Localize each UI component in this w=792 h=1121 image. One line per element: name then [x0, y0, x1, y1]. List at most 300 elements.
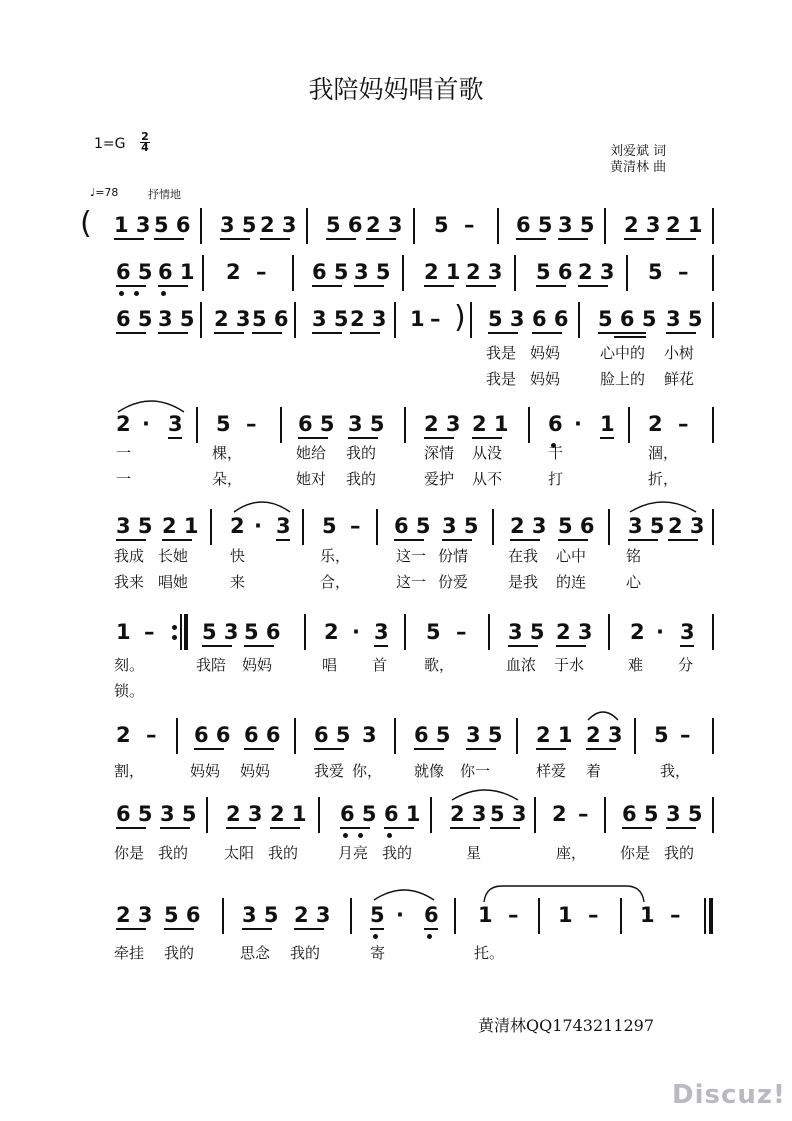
low-octave-dot	[343, 833, 348, 838]
note: 5	[654, 723, 669, 747]
lyric: 太阳	[224, 844, 255, 862]
time-sig-top: 2	[141, 130, 149, 143]
dash: –	[508, 903, 519, 927]
dash: –	[670, 903, 681, 927]
note-group: 2 3	[624, 213, 661, 237]
lyric: 爱护	[424, 470, 455, 488]
lyric: 我爱	[314, 762, 345, 780]
note-group: 6 6	[532, 307, 569, 331]
dash: –	[246, 412, 257, 436]
lyric: 样爱	[536, 762, 567, 780]
note-group: 6 5	[394, 514, 431, 538]
lyric: 深情	[424, 444, 455, 462]
barline	[514, 255, 516, 291]
note-group: 3 5	[348, 412, 385, 436]
lyric: 托。	[474, 944, 505, 962]
lyric: 我的	[164, 944, 195, 962]
barline	[206, 797, 208, 833]
underline	[508, 645, 538, 647]
underline	[466, 748, 496, 750]
lyric: 是我	[508, 573, 539, 591]
dot-rhythm: ·	[396, 903, 404, 927]
note-group: 5 6	[558, 514, 595, 538]
lyric: 刻。	[114, 656, 145, 674]
note-group: 3 5	[242, 903, 279, 927]
barline	[516, 718, 518, 754]
lyric: 妈妈	[242, 656, 273, 674]
lyric: 月亮	[338, 844, 369, 862]
underline	[242, 928, 272, 930]
barline	[292, 255, 294, 291]
lyric: 她对	[296, 470, 327, 488]
note-group: 6 5	[622, 802, 659, 826]
underline	[622, 827, 652, 829]
note-group: 5 6	[164, 903, 201, 927]
note: 3	[374, 620, 389, 644]
note-group: 6 5	[116, 307, 153, 331]
lyric: 我来	[114, 573, 145, 591]
note-group: 6 5	[340, 802, 377, 826]
barline	[210, 509, 212, 545]
barline	[294, 718, 296, 754]
underline	[668, 539, 698, 541]
note-group: 6 5	[116, 802, 153, 826]
lyric: 一	[116, 444, 132, 462]
barline	[620, 898, 622, 934]
underline	[160, 827, 190, 829]
dash: –	[146, 723, 157, 747]
lyric: 于水	[554, 656, 585, 674]
underline	[586, 748, 616, 750]
lyric: 牵挂	[114, 944, 145, 962]
note: 3	[680, 620, 695, 644]
barline	[404, 614, 406, 650]
underline	[260, 238, 290, 240]
note-group: 2 3	[294, 903, 331, 927]
low-octave-dot	[119, 291, 124, 296]
barline	[222, 898, 224, 934]
lyric: 份爱	[438, 573, 469, 591]
barline	[712, 208, 714, 244]
time-sig-bottom: 4	[141, 141, 149, 154]
dash: –	[256, 260, 267, 284]
underline	[450, 827, 480, 829]
lyric: 打	[548, 470, 564, 488]
barline	[176, 718, 178, 754]
underline	[442, 539, 472, 541]
note: 3	[362, 723, 377, 747]
dot-rhythm: ·	[254, 514, 262, 538]
slur	[586, 708, 620, 722]
underline	[424, 928, 438, 930]
note-group: 1 3	[114, 213, 151, 237]
barline	[304, 614, 306, 650]
lyric: 这一	[396, 547, 427, 565]
underline	[558, 238, 588, 240]
note: 3	[168, 412, 183, 436]
underline	[516, 238, 546, 240]
lyric: 长她	[158, 547, 189, 565]
underline	[680, 645, 694, 647]
underline	[624, 238, 654, 240]
underline	[340, 827, 370, 829]
barline	[608, 509, 610, 545]
note: 1	[558, 903, 573, 927]
note: 2	[324, 620, 339, 644]
underline	[350, 332, 380, 334]
lyric: 折，	[648, 470, 679, 488]
lyric: 我的	[346, 444, 377, 462]
note-group: 3 5	[442, 514, 479, 538]
note: 2	[230, 514, 245, 538]
lyric: 在我	[508, 547, 539, 565]
underline	[154, 238, 184, 240]
underline	[116, 285, 146, 287]
barline	[626, 255, 628, 291]
note-group: 6 5	[314, 723, 351, 747]
barline	[492, 509, 494, 545]
note-group: 5 6	[154, 213, 191, 237]
note: 5	[370, 903, 385, 927]
note: 6	[424, 903, 439, 927]
note-group: 5 3	[202, 620, 239, 644]
lyric: 铭	[626, 547, 642, 565]
note-group: 3 5	[666, 802, 703, 826]
lyric: 小树	[664, 344, 695, 362]
underline	[276, 539, 290, 541]
barline	[394, 302, 396, 338]
lyric: 鲜花	[664, 370, 695, 388]
note: 2	[116, 412, 131, 436]
lyric: 妈妈	[530, 344, 561, 362]
lyric: 我，	[660, 762, 691, 780]
underline	[214, 332, 244, 334]
lyric: 我的	[158, 844, 189, 862]
note-group: 6 5	[298, 412, 335, 436]
underline	[116, 539, 146, 541]
note-group: 2 3	[510, 514, 547, 538]
lyric: 唱她	[158, 573, 189, 591]
barline	[394, 718, 396, 754]
underline	[370, 928, 384, 930]
note-group: 3 5	[160, 802, 197, 826]
underline	[158, 332, 188, 334]
lyric: 合，	[320, 573, 351, 591]
note-group: 2 1	[666, 213, 703, 237]
note: 1	[600, 412, 615, 436]
note-group: 5 6	[244, 620, 281, 644]
note-group: 2 3	[450, 802, 487, 826]
barline	[350, 898, 352, 934]
underline	[424, 437, 454, 439]
lyric: 我的	[268, 844, 299, 862]
underline	[472, 437, 502, 439]
lyric: 的连	[556, 573, 587, 591]
barline	[376, 509, 378, 545]
note-group: 2 3	[578, 260, 615, 284]
note-group: 2 3	[260, 213, 297, 237]
lyric: 这一	[396, 573, 427, 591]
underline	[536, 748, 566, 750]
note-group: 3 5	[508, 620, 545, 644]
underline	[414, 748, 444, 750]
barline	[712, 255, 714, 291]
slur	[232, 498, 292, 514]
underline	[366, 238, 396, 240]
note-group: 2 1	[162, 514, 199, 538]
dot-rhythm: ·	[352, 620, 360, 644]
note-group: 3 5	[466, 723, 503, 747]
lyric: 首	[372, 656, 388, 674]
lyric: 涸，	[648, 444, 679, 462]
low-octave-dot	[134, 291, 139, 296]
discuz-watermark: Discuz!	[672, 1080, 786, 1110]
note: 1	[116, 620, 131, 644]
lyric: 我是	[486, 344, 517, 362]
underline	[354, 285, 384, 287]
slur	[628, 498, 698, 514]
underline	[558, 539, 588, 541]
underline	[294, 928, 324, 930]
note: 2	[116, 723, 131, 747]
barline	[538, 898, 540, 934]
dash: –	[678, 260, 689, 284]
underline	[312, 332, 342, 334]
barline	[280, 407, 282, 443]
slur	[372, 886, 436, 902]
lyric: 寄	[370, 944, 386, 962]
underline	[252, 332, 282, 334]
dash: –	[144, 620, 155, 644]
lyric: 你，	[352, 762, 383, 780]
lyric: 一	[116, 470, 132, 488]
underline	[116, 928, 146, 930]
underline	[168, 437, 182, 439]
underline	[556, 645, 586, 647]
underline	[314, 748, 344, 750]
note-group: 2 3	[214, 307, 251, 331]
barline	[404, 407, 406, 443]
barline	[470, 302, 472, 338]
note-group: 3 5	[558, 213, 595, 237]
underline	[164, 928, 194, 930]
note-group: 2 3	[424, 412, 461, 436]
lyric: 思念	[240, 944, 271, 962]
underline	[578, 285, 608, 287]
note-group: 2 3	[226, 802, 263, 826]
time-signature	[140, 132, 150, 153]
barline	[712, 614, 714, 650]
note: 5	[426, 620, 441, 644]
underline	[598, 332, 646, 334]
underline	[536, 285, 566, 287]
low-octave-dot	[161, 291, 166, 296]
note-group: 6 6	[244, 723, 281, 747]
barline	[488, 614, 490, 650]
lyric: 从没	[472, 444, 503, 462]
barline	[306, 208, 308, 244]
note-group: 2 3	[116, 903, 153, 927]
note-group: 2 3	[366, 213, 403, 237]
note: 6	[548, 412, 563, 436]
note-group: 6 5	[516, 213, 553, 237]
note-group: 3 5	[628, 514, 665, 538]
underline	[312, 285, 342, 287]
underline	[532, 332, 562, 334]
composer-credit: 黄清林 曲	[610, 160, 667, 175]
note-group: 6 5	[116, 260, 153, 284]
barline	[578, 302, 580, 338]
underline	[628, 539, 658, 541]
note-group: 6 5	[312, 260, 349, 284]
barline	[200, 302, 202, 338]
note: 5	[648, 260, 663, 284]
close-paren: )	[454, 300, 466, 335]
lyric: 快	[230, 547, 246, 565]
lyric: 你是	[114, 844, 145, 862]
barline	[534, 797, 536, 833]
final-barline-thin	[704, 898, 706, 934]
underline	[298, 437, 328, 439]
lyric: 歌，	[424, 656, 455, 674]
underline	[348, 437, 378, 439]
dot-rhythm: ·	[142, 412, 150, 436]
lyric: 割，	[114, 762, 145, 780]
barline	[712, 509, 714, 545]
note: 1	[640, 903, 655, 927]
note-group: 5 3	[488, 307, 525, 331]
lyric: 星	[466, 844, 482, 862]
underline	[666, 332, 696, 334]
note: 2	[630, 620, 645, 644]
barline	[604, 208, 606, 244]
song-title: 我陪妈妈唱首歌	[308, 75, 484, 104]
note-group: 3 5	[666, 307, 703, 331]
barline	[202, 255, 204, 291]
underline	[244, 645, 274, 647]
underline	[244, 748, 274, 750]
lyric: 她给	[296, 444, 327, 462]
lyric: 难	[628, 656, 644, 674]
barline	[604, 797, 606, 833]
lyric: 着	[586, 762, 602, 780]
lyric: 我的	[290, 944, 321, 962]
underline	[158, 285, 188, 287]
lyric: 棵，	[212, 444, 243, 462]
dash: –	[578, 802, 589, 826]
note-group: 2 3	[466, 260, 503, 284]
lyric: 来	[230, 573, 246, 591]
barline	[402, 255, 404, 291]
note-group: 6 1	[384, 802, 421, 826]
underline	[326, 238, 356, 240]
barline	[712, 407, 714, 443]
underline	[490, 827, 520, 829]
underline	[374, 645, 388, 647]
note-group: 3 5	[116, 514, 153, 538]
underline	[614, 336, 646, 338]
slur	[450, 786, 520, 802]
underline	[226, 827, 256, 829]
underline	[116, 332, 146, 334]
lyric: 心	[626, 573, 642, 591]
expression-mark: 抒情地	[148, 188, 181, 201]
underline	[162, 539, 192, 541]
lyric: 就像	[414, 762, 445, 780]
tempo-mark: ♩=78	[90, 186, 119, 199]
lyric: 血浓	[506, 656, 537, 674]
lyric: 我的	[382, 844, 413, 862]
lyric: 乐，	[320, 547, 351, 565]
underline	[384, 827, 414, 829]
dash: –	[588, 903, 599, 927]
low-octave-dot	[358, 833, 363, 838]
dash: –	[456, 620, 467, 644]
note-group: 3 5	[220, 213, 257, 237]
underline	[202, 645, 232, 647]
barline	[712, 718, 714, 754]
dash: –	[464, 213, 475, 237]
note-group: 5 6 5	[598, 307, 657, 331]
dash: –	[678, 412, 689, 436]
dash: –	[680, 723, 691, 747]
barline	[196, 407, 198, 443]
lyric: 唱	[322, 656, 338, 674]
repeat-barline	[180, 614, 182, 650]
lyric: 我成	[114, 547, 145, 565]
note-group: 2 1	[270, 802, 307, 826]
lyric: 干	[548, 444, 564, 462]
repeat-dot	[172, 625, 177, 630]
note-group: 3 5	[354, 260, 391, 284]
note-group: 6 5	[414, 723, 451, 747]
barline	[302, 509, 304, 545]
note: 5	[434, 213, 449, 237]
low-octave-dot	[427, 934, 432, 939]
note: 5	[322, 514, 337, 538]
note-group: 5 6	[536, 260, 573, 284]
note-group: 2 3	[586, 723, 623, 747]
lyric: 份情	[438, 547, 469, 565]
underline	[666, 238, 696, 240]
underline	[424, 285, 454, 287]
lyric: 我的	[346, 470, 377, 488]
note: 5	[216, 412, 231, 436]
barline	[430, 797, 432, 833]
note-group: 5 6	[252, 307, 289, 331]
barline	[628, 407, 630, 443]
note-group: 5 3	[490, 802, 527, 826]
repeat-barline-thick	[184, 614, 188, 650]
lyric: 你是	[620, 844, 651, 862]
note-group: 3 5	[312, 307, 349, 331]
note: 2	[552, 802, 567, 826]
lyric: 妈妈	[530, 370, 561, 388]
lyricist-credit: 刘爱斌 词	[610, 144, 667, 159]
underline	[666, 827, 696, 829]
lyric: 我陪	[196, 656, 227, 674]
lyric: 心中	[556, 547, 587, 565]
lyric: 妈妈	[240, 762, 271, 780]
repeat-dot	[172, 635, 177, 640]
note: 1	[410, 307, 425, 331]
lyric: 从不	[472, 470, 503, 488]
underline	[466, 285, 496, 287]
note-group: 3 5	[158, 307, 195, 331]
lyric: 朵，	[212, 470, 243, 488]
underline	[510, 539, 540, 541]
underline	[270, 827, 300, 829]
